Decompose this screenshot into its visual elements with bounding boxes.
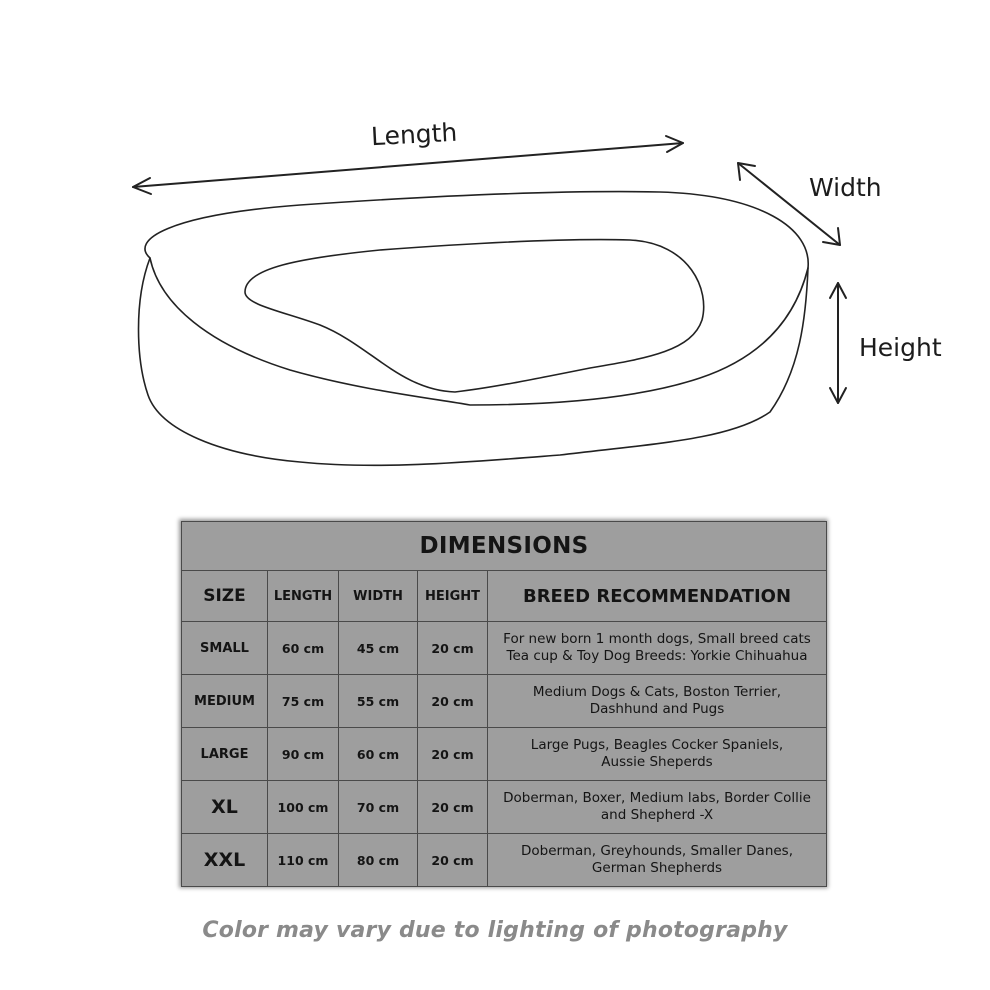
breed-cell: [488, 622, 827, 675]
header-height: HEIGHT: [418, 571, 488, 622]
height-cell: 20 cm: [418, 834, 488, 887]
table-row-medium: [182, 675, 827, 728]
table-row-xxl: [182, 834, 827, 887]
breed-line: Large Pugs, Beagles Cocker Spaniels,: [530, 737, 784, 753]
height-cell: 20 cm: [418, 781, 488, 834]
height-label: Height: [859, 333, 942, 362]
table-row-large: [182, 728, 827, 781]
length-cell: 90 cm: [268, 728, 339, 781]
height-cell: 20 cm: [418, 675, 488, 728]
table-header-row: [182, 571, 827, 622]
table-row-xl: [182, 781, 827, 834]
table-title: DIMENSIONS: [182, 522, 827, 571]
breed-cell: [488, 781, 827, 834]
breed-line: German Shepherds: [591, 860, 723, 876]
bed-outer-rim: [139, 192, 809, 466]
width-cell: 60 cm: [339, 728, 418, 781]
header-breed-recommendation: BREED RECOMMENDATION: [488, 571, 827, 622]
width-cell: 55 cm: [339, 675, 418, 728]
header-length: LENGTH: [268, 571, 339, 622]
size-cell: SMALL: [182, 622, 268, 675]
dimensions-table-container: [181, 521, 826, 886]
dimensions-table: [181, 521, 827, 887]
breed-line: Doberman, Boxer, Medium labs, Border Collie: [503, 790, 811, 806]
header-size: SIZE: [182, 571, 268, 622]
size-cell: XL: [182, 781, 268, 834]
width-cell: 80 cm: [339, 834, 418, 887]
breed-line: and Shepherd -X: [600, 807, 714, 823]
breed-line: Aussie Sheperds: [601, 754, 713, 770]
breed-line: Doberman, Greyhounds, Smaller Danes,: [520, 843, 794, 859]
size-cell: MEDIUM: [182, 675, 268, 728]
bed-inner-cushion: [245, 240, 704, 392]
header-width: WIDTH: [339, 571, 418, 622]
breed-cell: [488, 834, 827, 887]
length-cell: 110 cm: [268, 834, 339, 887]
length-cell: 75 cm: [268, 675, 339, 728]
size-cell: XXL: [182, 834, 268, 887]
length-label: Length: [370, 117, 458, 152]
breed-line: For new born 1 month dogs, Small breed cats: [503, 631, 811, 647]
length-arrow: [133, 143, 683, 187]
table-row-small: [182, 622, 827, 675]
height-cell: 20 cm: [418, 728, 488, 781]
breed-line: Dashhund and Pugs: [589, 701, 725, 717]
height-cell: 20 cm: [418, 622, 488, 675]
bed-side-edge: [150, 258, 808, 405]
breed-line: Tea cup & Toy Dog Breeds: Yorkie Chihuahua: [506, 648, 808, 664]
breed-cell: [488, 728, 827, 781]
width-cell: 70 cm: [339, 781, 418, 834]
length-cell: 60 cm: [268, 622, 339, 675]
breed-line: Medium Dogs & Cats, Boston Terrier,: [532, 684, 782, 700]
width-cell: 45 cm: [339, 622, 418, 675]
color-disclaimer: Color may vary due to lighting of photography: [202, 918, 788, 943]
width-label: Width: [809, 173, 882, 202]
breed-cell: [488, 675, 827, 728]
size-cell: LARGE: [182, 728, 268, 781]
length-cell: 100 cm: [268, 781, 339, 834]
